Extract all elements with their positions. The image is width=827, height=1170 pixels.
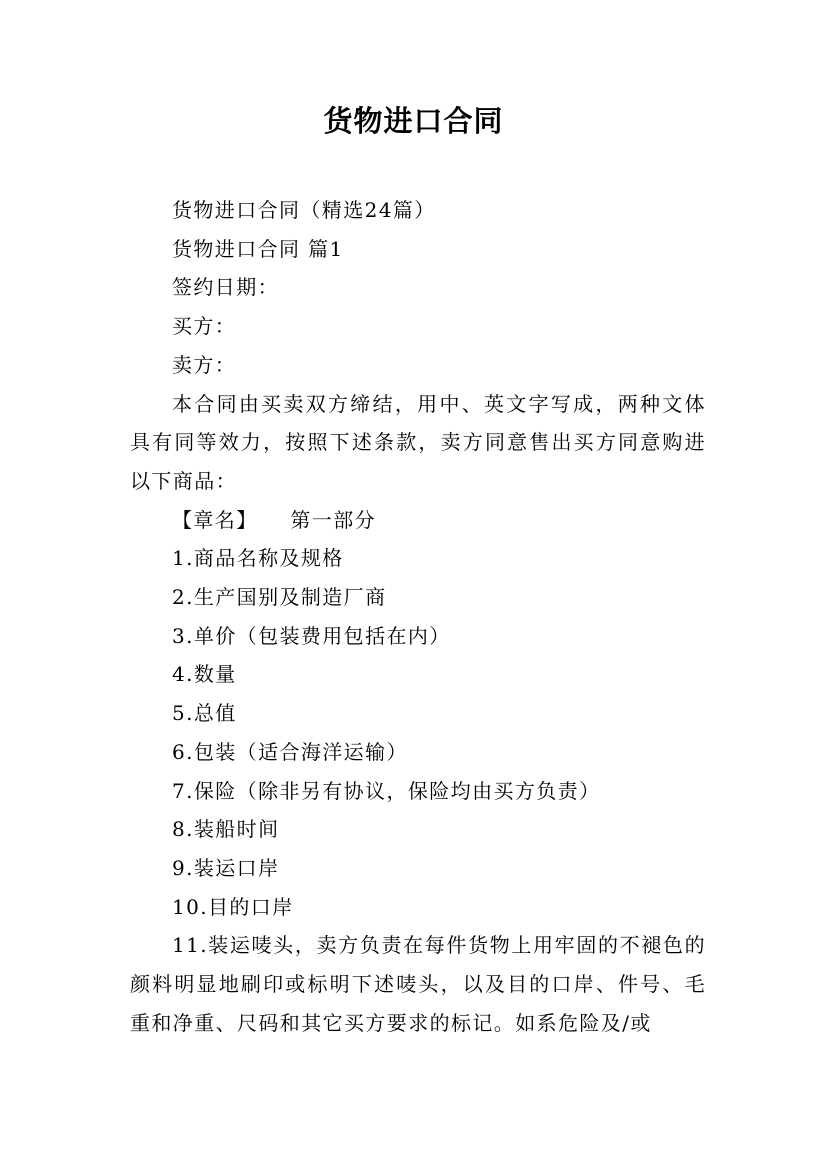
- clause-item: 3.单价（包装费用包括在内）: [172, 623, 451, 648]
- clause-item: 5.总值: [172, 701, 237, 726]
- chapter-heading: 【章名】 第一部分: [172, 507, 376, 532]
- clause-item: 8.装船时间: [172, 817, 280, 842]
- clause-item: 11.装运唛头，卖方负责在每件货物上用牢固的不褪色的颜料明显地刷印或标明下述唛头，以及目的口岸、件号、毛重和净重、尺码和其它买方要求的标记。如系危险及/或: [130, 933, 706, 1035]
- intro-paragraph: 本合同由买卖双方缔结，用中、英文字写成，两种文体具有同等效力，按照下述条款，卖方同意售出买方同意购进以下商品：: [130, 391, 706, 493]
- clause-item: 4.数量: [172, 662, 237, 687]
- seller-field: 卖方：: [172, 352, 237, 377]
- clause-item: 10.目的口岸: [172, 894, 294, 919]
- clause-item: 6.包装（适合海洋运输）: [172, 739, 408, 764]
- buyer-field: 买方：: [172, 314, 237, 339]
- clause-item: 7.保险（除非另有协议，保险均由买方负责）: [172, 778, 601, 803]
- subtitle-paragraph: 货物进口合同（精选24篇）: [172, 198, 436, 222]
- clause-item: 2.生产国别及制造厂商: [172, 585, 387, 610]
- document-title: 货物进口合同: [323, 104, 504, 138]
- document-body: [130, 191, 706, 1042]
- clause-item: 1.商品名称及规格: [172, 546, 344, 571]
- signing-date-field: 签约日期：: [172, 275, 279, 300]
- section-heading: 货物进口合同 篇1: [172, 236, 344, 261]
- clause-item: 9.装运口岸: [172, 855, 280, 880]
